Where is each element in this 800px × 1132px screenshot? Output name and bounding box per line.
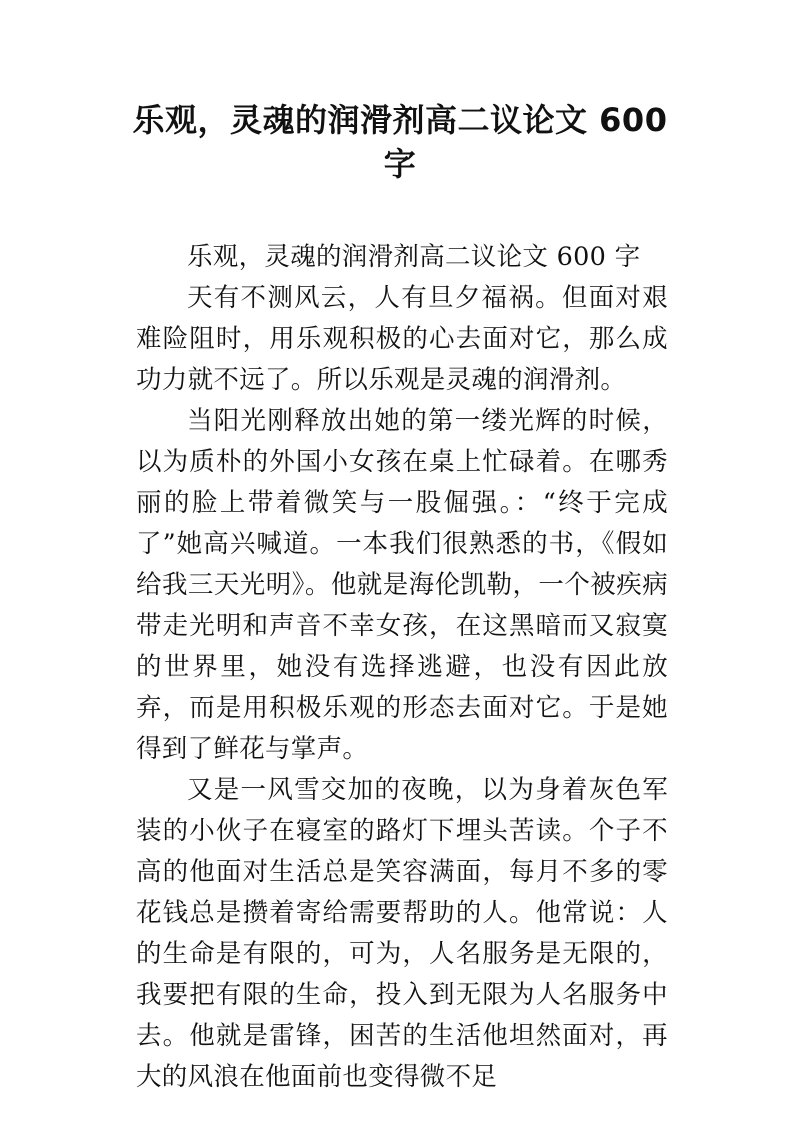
paragraph-intro: 天有不测风云，人有旦夕福祸。但面对艰难险阻时，用乐观积极的心去面对它，那么成功力就不远了。所以乐观是灵魂的润滑剂。 [136, 283, 668, 395]
document-title: 乐观，灵魂的润滑剂高二议论文 600 字 [132, 101, 668, 183]
paragraph-helen-keller: 当阳光刚释放出她的第一缕光辉的时候，以为质朴的外国小女孩在桌上忙碌着。在哪秀丽的脸上带着微笑与一股倔强。：“终于完成了”她高兴喊道。一本我们很熟悉的书，《假如给我三天光明》。他就是海伦凯勒，一个被疾病带走光明和声音不幸女孩，在这黑暗而又寂寞的世界里，她没有选择逃避，也没有因此放弃，而是用积极乐观的形态去面对它。于是她得到了鲜花与掌声。 [136, 406, 668, 764]
document-body [136, 237, 668, 1098]
paragraph-lei-feng: 又是一风雪交加的夜晚，以为身着灰色军装的小伙子在寝室的路灯下埋头苦读。个子不高的他面对生活总是笑容满面，每月不多的零花钱总是攒着寄给需要帮助的人。他常说：人的生命是有限的，可为，人名服务是无限的，我要把有限的生命，投入到无限为人名服务中去。他就是雷锋，困苦的生活他坦然面对，再大的风浪在他面前也变得微不足 [136, 775, 668, 1092]
paragraph-subtitle: 乐观，灵魂的润滑剂高二议论文 600 字 [187, 242, 641, 272]
